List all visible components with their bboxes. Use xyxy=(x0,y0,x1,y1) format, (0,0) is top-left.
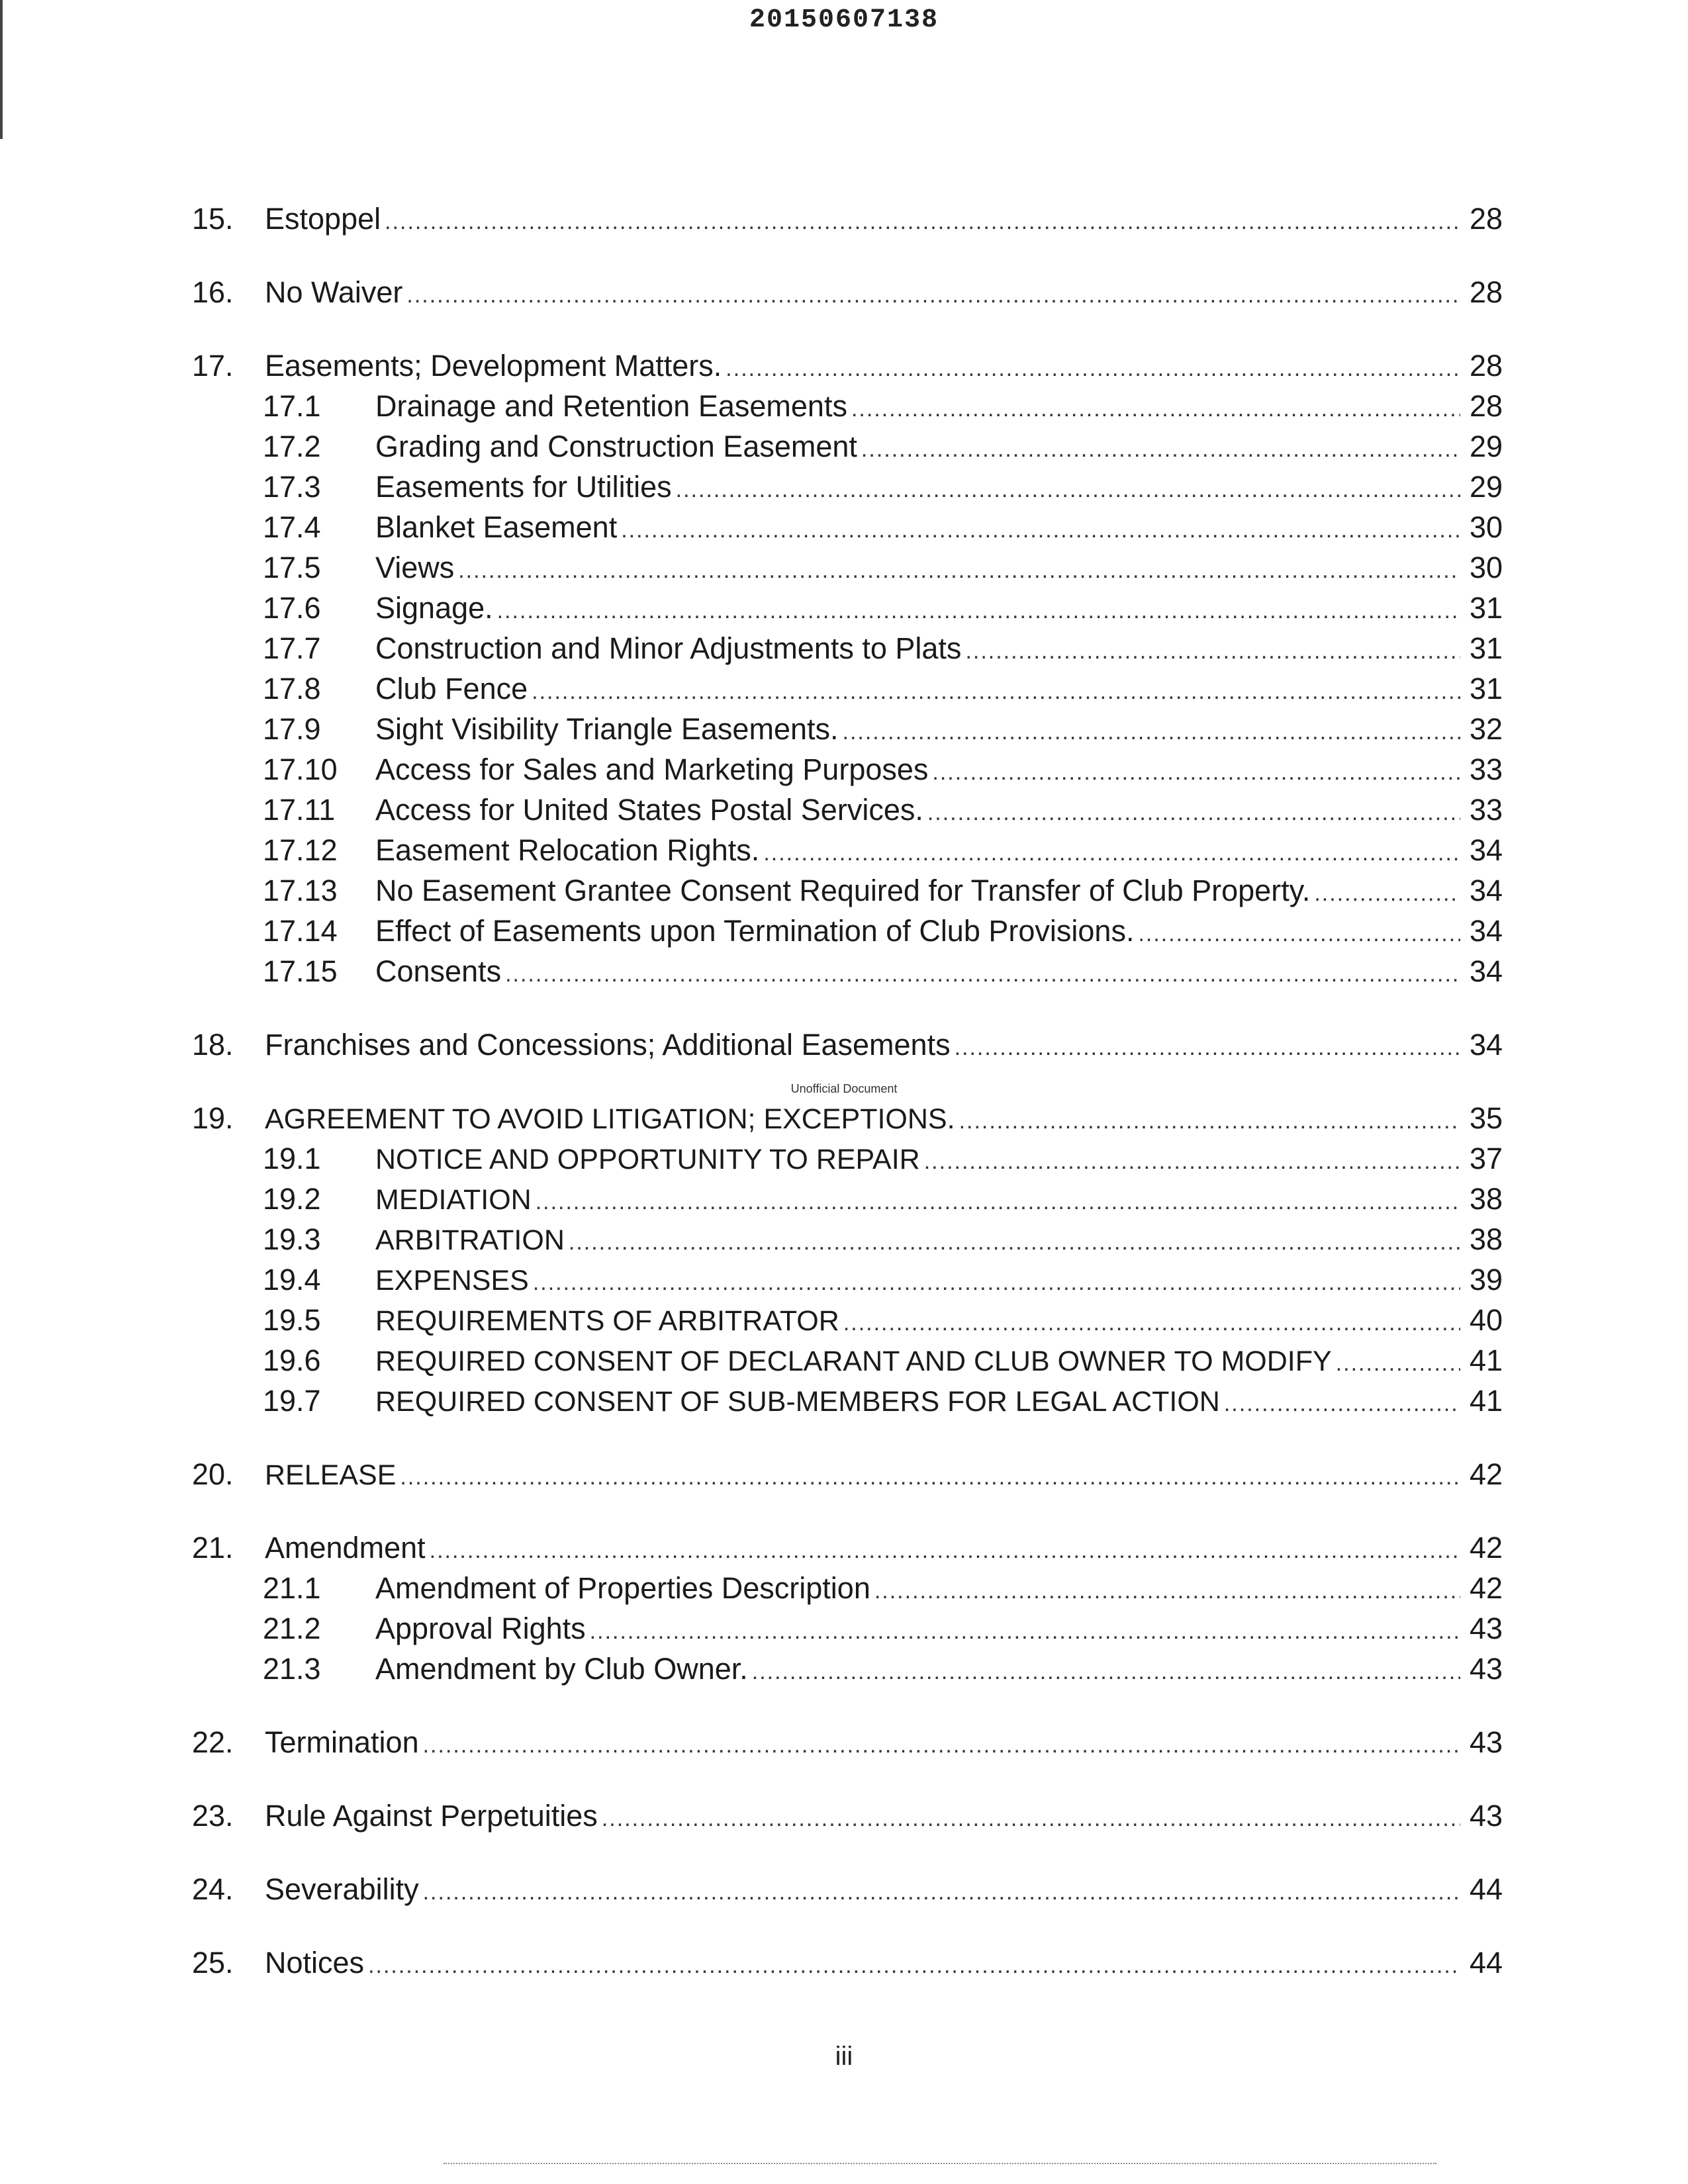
toc-section-entry xyxy=(192,1527,1503,1568)
toc-entry-page: 39 xyxy=(1469,1263,1503,1297)
dot-leader xyxy=(1336,1343,1460,1384)
toc-entry-number: 20. xyxy=(192,1457,234,1491)
toc-entry-number: 17.7 xyxy=(263,631,321,665)
toc-entry-page: 34 xyxy=(1469,1028,1503,1062)
toc-entry-number: 19.7 xyxy=(263,1384,321,1418)
toc-entry-title: NOTICE AND OPPORTUNITY TO REPAIR xyxy=(375,1144,920,1175)
toc-entry-number: 19.2 xyxy=(263,1182,321,1216)
toc-entry-page: 30 xyxy=(1469,551,1503,584)
dot-leader xyxy=(569,1222,1460,1263)
toc-section-entry xyxy=(192,1454,1503,1494)
toc-entry-number: 17.1 xyxy=(263,389,321,423)
toc-entry-page: 34 xyxy=(1469,833,1503,867)
dot-leader xyxy=(955,1028,1460,1068)
toc-entry-title: Signage. xyxy=(375,591,493,625)
dot-leader xyxy=(368,1946,1460,1986)
toc-entry-title: Rule Against Perpetuities xyxy=(265,1799,598,1833)
toc-entry-title: Construction and Minor Adjustments to Plats xyxy=(375,631,962,665)
toc-entry-page: 41 xyxy=(1469,1384,1503,1418)
footer-page-number: iii xyxy=(835,2042,853,2071)
toc-subsection-entry xyxy=(192,426,1503,467)
toc-entry-number: 24. xyxy=(192,1872,234,1906)
dot-leader xyxy=(458,551,1460,591)
toc-entry-title: Severability xyxy=(265,1872,419,1906)
toc-entry-title: Blanket Easement xyxy=(375,510,618,544)
toc-subsection-entry xyxy=(192,628,1503,668)
toc-entry-title: Club Fence xyxy=(375,672,528,705)
toc-subsection-entry xyxy=(192,1608,1503,1649)
toc-entry-number: 19.6 xyxy=(263,1343,321,1377)
scan-bottom-line xyxy=(444,2163,1436,2164)
toc-entry-number: 21.2 xyxy=(263,1612,321,1645)
toc-section-entry xyxy=(192,199,1503,239)
toc-entry-number: 17.6 xyxy=(263,591,321,625)
dot-leader xyxy=(861,430,1460,470)
dot-leader xyxy=(752,1652,1460,1692)
toc-entry-number: 17.2 xyxy=(263,430,321,463)
dot-leader xyxy=(536,1182,1460,1222)
toc-entry-title: Approval Rights xyxy=(375,1612,586,1645)
dot-leader xyxy=(602,1799,1460,1839)
toc-entry-number: 22. xyxy=(192,1725,234,1759)
dot-leader xyxy=(1224,1384,1460,1424)
toc-subsection-entry xyxy=(192,1649,1503,1689)
toc-entry-title: Consents xyxy=(375,954,502,988)
dot-leader xyxy=(843,712,1461,752)
dot-leader xyxy=(423,1872,1460,1913)
document-number: 20150607138 xyxy=(749,5,939,35)
dot-leader xyxy=(927,793,1460,833)
toc-entry-title: Effect of Easements upon Termination of Club Provisions. xyxy=(375,914,1135,948)
toc-entry-title: Easement Relocation Rights. xyxy=(375,833,760,867)
toc-entry-number: 17.14 xyxy=(263,914,338,948)
dot-leader xyxy=(959,1101,1460,1142)
toc-entry-title: Estoppel xyxy=(265,202,381,236)
toc-entry-number: 17.12 xyxy=(263,833,338,867)
toc-entry-number: 15. xyxy=(192,202,234,236)
dot-leader xyxy=(532,672,1460,712)
dot-leader xyxy=(621,510,1460,551)
toc-entry-number: 21. xyxy=(192,1531,234,1565)
toc-subsection-entry xyxy=(192,1138,1503,1179)
toc-entry-title: Sight Visibility Triangle Easements. xyxy=(375,712,839,746)
dot-leader xyxy=(1138,914,1460,954)
toc-entry-number: 17. xyxy=(192,349,234,383)
toc-subsection-entry xyxy=(192,547,1503,588)
toc-entry-page: 34 xyxy=(1469,954,1503,988)
toc-entry-title: Easements; Development Matters. xyxy=(265,349,722,383)
toc-entry-page: 34 xyxy=(1469,874,1503,907)
toc-entry-number: 16. xyxy=(192,275,234,309)
toc-section-entry xyxy=(192,1796,1503,1836)
dot-leader xyxy=(843,1303,1460,1343)
dot-leader xyxy=(590,1612,1460,1652)
toc-entry-title: REQUIREMENTS OF ARBITRATOR xyxy=(375,1305,839,1337)
dot-leader xyxy=(430,1531,1460,1571)
toc-section-entry xyxy=(192,1098,1503,1138)
toc-subsection-entry xyxy=(192,1219,1503,1259)
toc-entry-title: Access for Sales and Marketing Purposes xyxy=(375,752,929,786)
toc-entry-number: 25. xyxy=(192,1946,234,1979)
toc-entry-number: 18. xyxy=(192,1028,234,1062)
toc-entry-page: 41 xyxy=(1469,1343,1503,1377)
toc-entry-page: 43 xyxy=(1469,1612,1503,1645)
toc-entry-title: Amendment xyxy=(265,1531,426,1565)
dot-leader xyxy=(385,202,1460,242)
toc-entry-number: 19.3 xyxy=(263,1222,321,1256)
dot-leader xyxy=(763,833,1460,874)
toc-entry-title: Termination xyxy=(265,1725,419,1759)
toc-section-entry xyxy=(192,1869,1503,1909)
toc-subsection-entry xyxy=(192,1381,1503,1421)
toc-entry-title: Grading and Construction Easement xyxy=(375,430,857,463)
toc-entry-number: 17.9 xyxy=(263,712,321,746)
toc-section-entry xyxy=(192,345,1503,386)
toc-entry-title: Notices xyxy=(265,1946,365,1979)
dot-leader xyxy=(1314,874,1460,914)
toc-entry-number: 23. xyxy=(192,1799,234,1833)
toc-entry-title: Drainage and Retention Easements xyxy=(375,389,847,423)
dot-leader xyxy=(874,1571,1460,1612)
toc-subsection-entry xyxy=(192,911,1503,951)
toc-subsection-entry xyxy=(192,709,1503,749)
toc-subsection-entry xyxy=(192,870,1503,911)
toc-entry-number: 17.5 xyxy=(263,551,321,584)
toc-entry-title: Amendment of Properties Description xyxy=(375,1571,870,1605)
toc-subsection-entry xyxy=(192,830,1503,870)
toc-entry-title: MEDIATION xyxy=(375,1184,532,1216)
toc-entry-page: 28 xyxy=(1469,202,1503,236)
toc-subsection-entry xyxy=(192,467,1503,507)
toc-entry-number: 17.11 xyxy=(263,793,336,827)
toc-entry-title: No Waiver xyxy=(265,275,403,309)
dot-leader xyxy=(533,1263,1460,1303)
toc-entry-title: Access for United States Postal Services. xyxy=(375,793,923,827)
toc-entry-page: 31 xyxy=(1469,591,1503,625)
toc-entry-page: 28 xyxy=(1469,389,1503,423)
toc-entry-number: 19.1 xyxy=(263,1142,321,1175)
toc-entry-page: 44 xyxy=(1469,1946,1503,1979)
toc-entry-page: 35 xyxy=(1469,1101,1503,1135)
dot-leader xyxy=(965,631,1460,672)
toc-entry-title: No Easement Grantee Consent Required for Transfer of Club Property. xyxy=(375,874,1311,907)
toc-entry-number: 17.4 xyxy=(263,510,321,544)
toc-entry-page: 29 xyxy=(1469,430,1503,463)
toc-entry-number: 17.10 xyxy=(263,752,338,786)
toc-entry-page: 43 xyxy=(1469,1725,1503,1759)
toc-entry-page: 38 xyxy=(1469,1222,1503,1256)
toc-entry-number: 19.4 xyxy=(263,1263,321,1297)
toc-subsection-entry xyxy=(192,749,1503,790)
toc-entry-title: Easements for Utilities xyxy=(375,470,672,504)
toc-entry-page: 30 xyxy=(1469,510,1503,544)
toc-entry-page: 29 xyxy=(1469,470,1503,504)
toc-subsection-entry xyxy=(192,951,1503,991)
watermark-text: Unofficial Document xyxy=(790,1082,898,1095)
dot-leader xyxy=(924,1142,1460,1182)
toc-entry-page: 31 xyxy=(1469,631,1503,665)
toc-entry-page: 33 xyxy=(1469,793,1503,827)
dot-leader xyxy=(676,470,1460,510)
toc-section-entry xyxy=(192,1942,1503,1983)
toc-entry-title: ARBITRATION xyxy=(375,1224,565,1256)
toc-entry-number: 19.5 xyxy=(263,1303,321,1337)
toc-subsection-entry xyxy=(192,1259,1503,1300)
dot-leader xyxy=(423,1725,1460,1766)
toc-entry-page: 42 xyxy=(1469,1457,1503,1491)
toc-entry-page: 32 xyxy=(1469,712,1503,746)
toc-entry-page: 37 xyxy=(1469,1142,1503,1175)
dot-leader xyxy=(497,591,1460,631)
toc-section-entry xyxy=(192,1722,1503,1762)
toc-subsection-entry xyxy=(192,588,1503,628)
toc-entry-title: REQUIRED CONSENT OF SUB-MEMBERS FOR LEGAL ACTION xyxy=(375,1386,1220,1418)
toc-entry-title: REQUIRED CONSENT OF DECLARANT AND CLUB OWNER TO MODIFY xyxy=(375,1345,1332,1377)
toc-entry-number: 19. xyxy=(192,1101,234,1135)
toc-subsection-entry xyxy=(192,1340,1503,1381)
toc-entry-page: 42 xyxy=(1469,1531,1503,1565)
toc-subsection-entry xyxy=(192,386,1503,426)
toc-entry-page: 31 xyxy=(1469,672,1503,705)
toc-entry-title: EXPENSES xyxy=(375,1265,529,1297)
toc-entry-page: 34 xyxy=(1469,914,1503,948)
toc-entry-title: Franchises and Concessions; Additional Easements xyxy=(265,1028,951,1062)
toc-entry-page: 42 xyxy=(1469,1571,1503,1605)
toc-entry-number: 21.1 xyxy=(263,1571,321,1605)
toc-entry-page: 33 xyxy=(1469,752,1503,786)
toc-entry-number: 17.13 xyxy=(263,874,338,907)
toc-entry-title: RELEASE xyxy=(265,1459,397,1491)
toc-entry-number: 17.15 xyxy=(263,954,338,988)
toc-entry-page: 28 xyxy=(1469,275,1503,309)
toc-entry-page: 43 xyxy=(1469,1652,1503,1686)
toc-section-entry xyxy=(192,1024,1503,1065)
toc-subsection-entry xyxy=(192,668,1503,709)
dot-leader xyxy=(851,389,1460,430)
toc-entry-page: 40 xyxy=(1469,1303,1503,1337)
toc-subsection-entry xyxy=(192,507,1503,547)
dot-leader xyxy=(505,954,1460,995)
toc-subsection-entry xyxy=(192,1179,1503,1219)
toc-subsection-entry xyxy=(192,1300,1503,1340)
toc-entry-number: 17.8 xyxy=(263,672,321,705)
dot-leader xyxy=(400,1457,1460,1498)
toc-entry-title: AGREEMENT TO AVOID LITIGATION; EXCEPTIONS. xyxy=(265,1103,955,1135)
dot-leader xyxy=(932,752,1460,793)
toc-entry-title: Views xyxy=(375,551,455,584)
toc-entry-page: 38 xyxy=(1469,1182,1503,1216)
toc-entry-page: 44 xyxy=(1469,1872,1503,1906)
toc-entry-number: 17.3 xyxy=(263,470,321,504)
toc-entry-title: Amendment by Club Owner. xyxy=(375,1652,748,1686)
toc-entry-page: 28 xyxy=(1469,349,1503,383)
toc-section-entry xyxy=(192,272,1503,312)
toc-subsection-entry xyxy=(192,1568,1503,1608)
toc-entry-number: 21.3 xyxy=(263,1652,321,1686)
toc-subsection-entry xyxy=(192,790,1503,830)
dot-leader xyxy=(406,275,1460,316)
dot-leader xyxy=(726,349,1460,389)
toc-entry-page: 43 xyxy=(1469,1799,1503,1833)
